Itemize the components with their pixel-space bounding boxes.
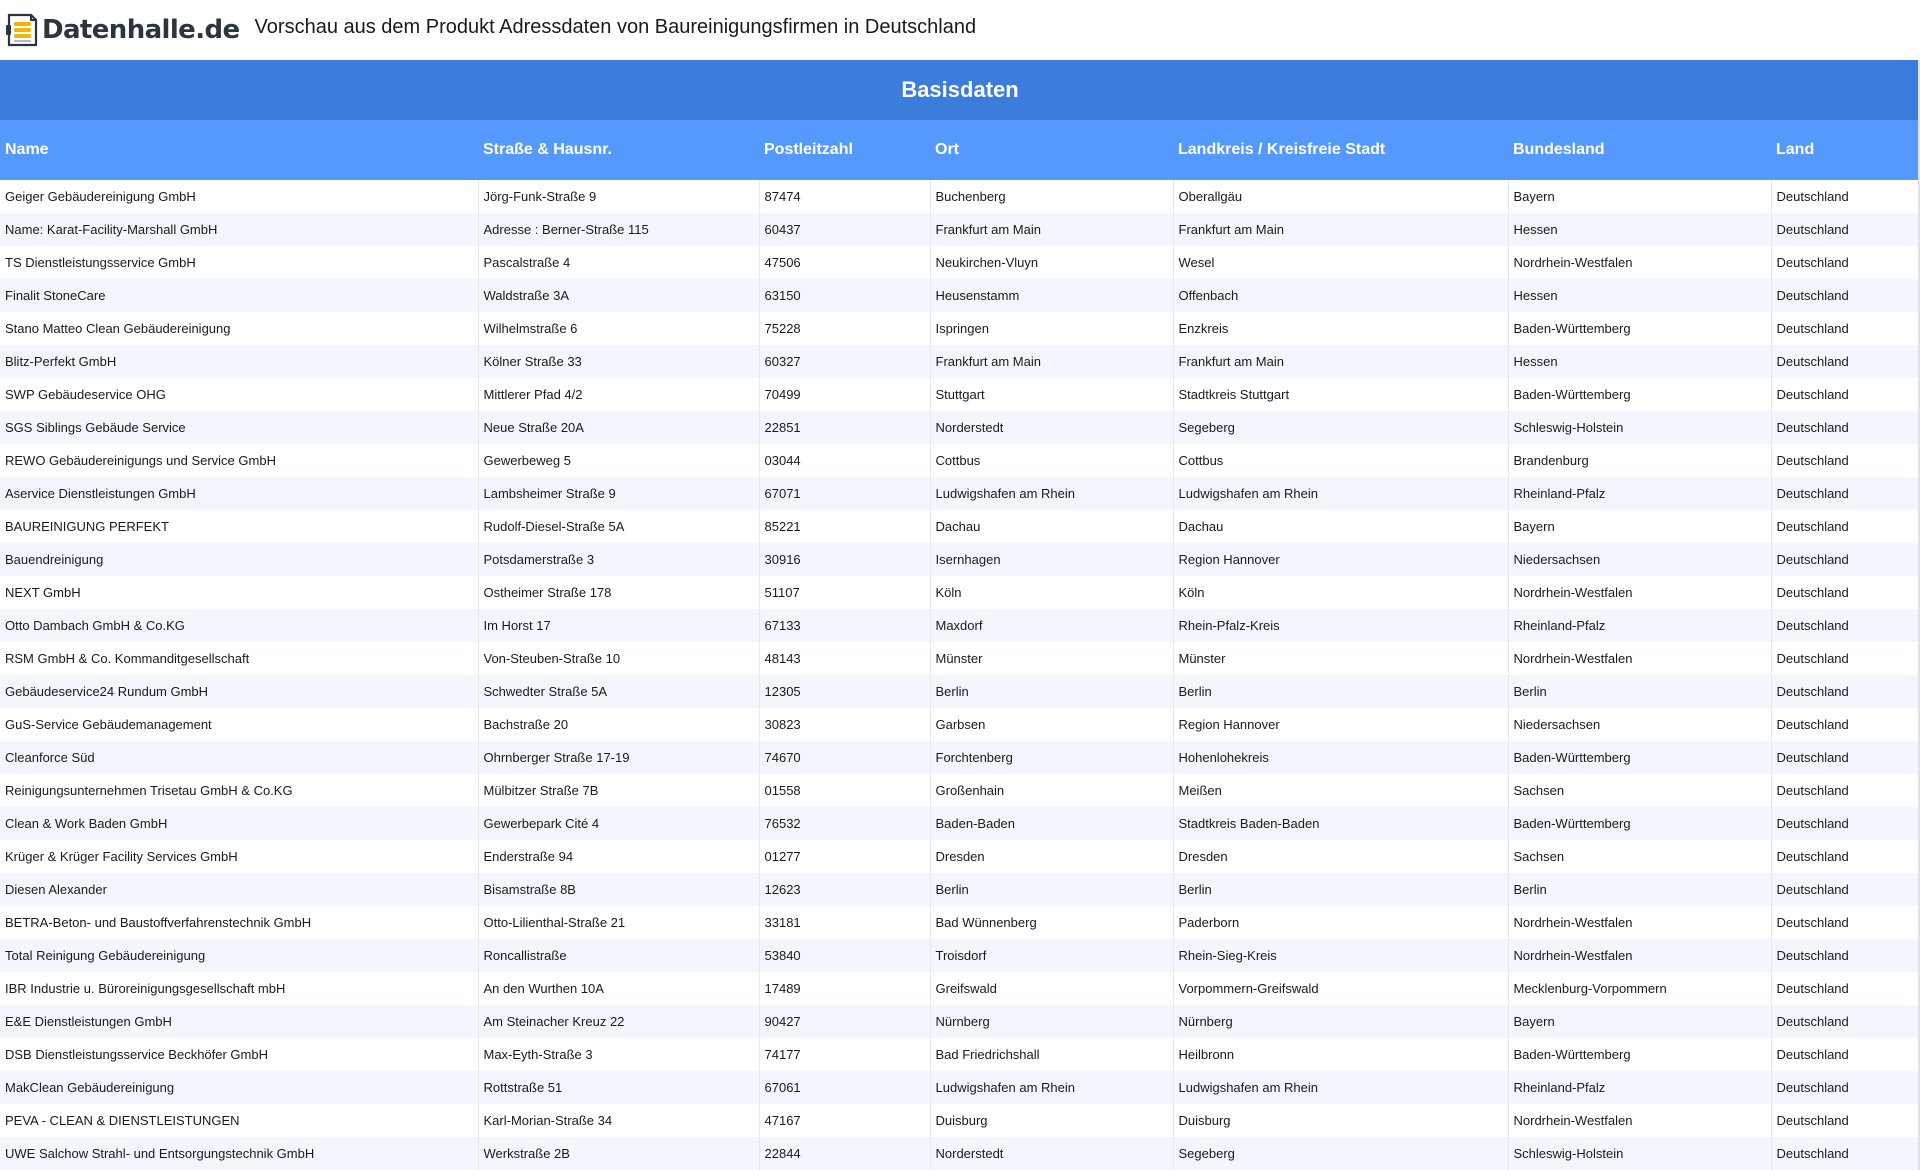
- table-row[interactable]: [0, 444, 1920, 477]
- cell-state: Bayern: [1508, 1005, 1771, 1038]
- cell-name: TS Dienstleistungsservice GmbH: [0, 246, 478, 279]
- cell-state: Baden-Württemberg: [1508, 1038, 1771, 1071]
- cell-district: Heilbronn: [1173, 1038, 1508, 1071]
- cell-postal-code: 85221: [759, 510, 930, 543]
- cell-postal-code: 03044: [759, 444, 930, 477]
- cell-street: Rudolf-Diesel-Straße 5A: [478, 510, 759, 543]
- cell-postal-code: 22851: [759, 411, 930, 444]
- cell-street: Im Horst 17: [478, 609, 759, 642]
- cell-postal-code: 01277: [759, 840, 930, 873]
- table-row[interactable]: [0, 345, 1920, 378]
- cell-street: Wilhelmstraße 6: [478, 312, 759, 345]
- cell-state: Rheinland-Pfalz: [1508, 609, 1771, 642]
- cell-district: Hohenlohekreis: [1173, 741, 1508, 774]
- table-row[interactable]: [0, 213, 1920, 246]
- cell-name: BAUREINIGUNG PERFEKT: [0, 510, 478, 543]
- cell-district: Berlin: [1173, 873, 1508, 906]
- cell-city: Bad Friedrichshall: [930, 1038, 1173, 1071]
- cell-country: Deutschland: [1771, 477, 1920, 510]
- cell-street: Schwedter Straße 5A: [478, 675, 759, 708]
- cell-district: Offenbach: [1173, 279, 1508, 312]
- cell-street: Rottstraße 51: [478, 1071, 759, 1104]
- table-row[interactable]: [0, 378, 1920, 411]
- cell-postal-code: 53840: [759, 939, 930, 972]
- cell-state: Rheinland-Pfalz: [1508, 1071, 1771, 1104]
- cell-country: Deutschland: [1771, 906, 1920, 939]
- cell-city: Bad Wünnenberg: [930, 906, 1173, 939]
- cell-district: Oberallgäu: [1173, 180, 1508, 213]
- cell-street: Pascalstraße 4: [478, 246, 759, 279]
- cell-district: Meißen: [1173, 774, 1508, 807]
- cell-country: Deutschland: [1771, 873, 1920, 906]
- cell-postal-code: 63150: [759, 279, 930, 312]
- column-header-row: [0, 120, 1920, 180]
- cell-street: Otto-Lilienthal-Straße 21: [478, 906, 759, 939]
- cell-state: Sachsen: [1508, 774, 1771, 807]
- cell-state: Berlin: [1508, 873, 1771, 906]
- cell-street: Enderstraße 94: [478, 840, 759, 873]
- table-row[interactable]: [0, 972, 1920, 1005]
- cell-country: Deutschland: [1771, 510, 1920, 543]
- table-row[interactable]: [0, 906, 1920, 939]
- cell-name: Diesen Alexander: [0, 873, 478, 906]
- cell-country: Deutschland: [1771, 1137, 1920, 1170]
- cell-name: DSB Dienstleistungsservice Beckhöfer GmbH: [0, 1038, 478, 1071]
- cell-name: E&E Dienstleistungen GmbH: [0, 1005, 478, 1038]
- table-row[interactable]: [0, 1005, 1920, 1038]
- data-table-container: [0, 60, 1920, 1170]
- cell-city: Troisdorf: [930, 939, 1173, 972]
- table-body: [0, 180, 1920, 1170]
- cell-name: PEVA - CLEAN & DIENSTLEISTUNGEN: [0, 1104, 478, 1137]
- cell-postal-code: 30823: [759, 708, 930, 741]
- column-header-city[interactable]: Ort: [930, 120, 1173, 180]
- table-row[interactable]: [0, 609, 1920, 642]
- cell-street: Bachstraße 20: [478, 708, 759, 741]
- table-row[interactable]: [0, 279, 1920, 312]
- cell-postal-code: 76532: [759, 807, 930, 840]
- cell-state: Nordrhein-Westfalen: [1508, 1104, 1771, 1137]
- table-row[interactable]: [0, 741, 1920, 774]
- cell-state: Nordrhein-Westfalen: [1508, 642, 1771, 675]
- cell-country: Deutschland: [1771, 411, 1920, 444]
- cell-district: Stadtkreis Baden-Baden: [1173, 807, 1508, 840]
- cell-postal-code: 60437: [759, 213, 930, 246]
- cell-city: Frankfurt am Main: [930, 345, 1173, 378]
- cell-city: Norderstedt: [930, 411, 1173, 444]
- cell-state: Schleswig-Holstein: [1508, 411, 1771, 444]
- table-row[interactable]: [0, 543, 1920, 576]
- table-row[interactable]: [0, 807, 1920, 840]
- cell-state: Bayern: [1508, 180, 1771, 213]
- cell-city: Köln: [930, 576, 1173, 609]
- column-header-postal-code[interactable]: Postleitzahl: [759, 120, 930, 180]
- cell-name: Bauendreinigung: [0, 543, 478, 576]
- table-row[interactable]: [0, 675, 1920, 708]
- cell-country: Deutschland: [1771, 213, 1920, 246]
- cell-city: Norderstedt: [930, 1137, 1173, 1170]
- cell-country: Deutschland: [1771, 675, 1920, 708]
- cell-name: RSM GmbH & Co. Kommanditgesellschaft: [0, 642, 478, 675]
- cell-state: Baden-Württemberg: [1508, 807, 1771, 840]
- data-table: [0, 60, 1920, 1170]
- cell-name: Name: Karat-Facility-Marshall GmbH: [0, 213, 478, 246]
- table-row[interactable]: [0, 312, 1920, 345]
- cell-name: IBR Industrie u. Büroreinigungsgesellschaft mbH: [0, 972, 478, 1005]
- cell-name: Blitz-Perfekt GmbH: [0, 345, 478, 378]
- top-bar: [0, 0, 1920, 60]
- cell-name: Clean & Work Baden GmbH: [0, 807, 478, 840]
- page-title: Vorschau aus dem Produkt Adressdaten von Baureinigungsfirmen in Deutschland: [254, 16, 977, 38]
- cell-street: Gewerbeweg 5: [478, 444, 759, 477]
- cell-postal-code: 12305: [759, 675, 930, 708]
- cell-city: Frankfurt am Main: [930, 213, 1173, 246]
- cell-state: Hessen: [1508, 213, 1771, 246]
- cell-country: Deutschland: [1771, 378, 1920, 411]
- cell-city: Isernhagen: [930, 543, 1173, 576]
- cell-district: Region Hannover: [1173, 543, 1508, 576]
- cell-postal-code: 74177: [759, 1038, 930, 1071]
- group-header-basisdaten: Basisdaten: [0, 60, 1920, 120]
- cell-district: Segeberg: [1173, 1137, 1508, 1170]
- cell-postal-code: 30916: [759, 543, 930, 576]
- cell-postal-code: 47167: [759, 1104, 930, 1137]
- table-row[interactable]: [0, 246, 1920, 279]
- cell-country: Deutschland: [1771, 1038, 1920, 1071]
- cell-state: Baden-Württemberg: [1508, 378, 1771, 411]
- column-header-state[interactable]: Bundesland: [1508, 120, 1771, 180]
- cell-district: Paderborn: [1173, 906, 1508, 939]
- cell-postal-code: 67071: [759, 477, 930, 510]
- cell-district: Köln: [1173, 576, 1508, 609]
- cell-district: Cottbus: [1173, 444, 1508, 477]
- cell-district: Stadtkreis Stuttgart: [1173, 378, 1508, 411]
- cell-name: Gebäudeservice24 Rundum GmbH: [0, 675, 478, 708]
- cell-district: Münster: [1173, 642, 1508, 675]
- cell-name: Geiger Gebäudereinigung GmbH: [0, 180, 478, 213]
- cell-city: Forchtenberg: [930, 741, 1173, 774]
- cell-city: Ispringen: [930, 312, 1173, 345]
- cell-street: Neue Straße 20A: [478, 411, 759, 444]
- cell-country: Deutschland: [1771, 345, 1920, 378]
- cell-state: Niedersachsen: [1508, 543, 1771, 576]
- table-row[interactable]: [0, 708, 1920, 741]
- table-row[interactable]: [0, 1038, 1920, 1071]
- cell-street: Kölner Straße 33: [478, 345, 759, 378]
- cell-street: Waldstraße 3A: [478, 279, 759, 312]
- cell-city: Buchenberg: [930, 180, 1173, 213]
- cell-postal-code: 67061: [759, 1071, 930, 1104]
- cell-street: Mülbitzer Straße 7B: [478, 774, 759, 807]
- table-row[interactable]: [0, 1137, 1920, 1170]
- cell-city: Heusenstamm: [930, 279, 1173, 312]
- cell-street: Karl-Morian-Straße 34: [478, 1104, 759, 1137]
- cell-state: Bayern: [1508, 510, 1771, 543]
- cell-city: Großenhain: [930, 774, 1173, 807]
- cell-country: Deutschland: [1771, 1104, 1920, 1137]
- cell-country: Deutschland: [1771, 180, 1920, 213]
- cell-district: Vorpommern-Greifswald: [1173, 972, 1508, 1005]
- cell-state: Hessen: [1508, 279, 1771, 312]
- table-row[interactable]: [0, 510, 1920, 543]
- column-header-street[interactable]: Straße & Hausnr.: [478, 120, 759, 180]
- cell-postal-code: 17489: [759, 972, 930, 1005]
- cell-district: Rhein-Sieg-Kreis: [1173, 939, 1508, 972]
- table-row[interactable]: [0, 1104, 1920, 1137]
- cell-postal-code: 75228: [759, 312, 930, 345]
- cell-district: Frankfurt am Main: [1173, 213, 1508, 246]
- cell-state: Nordrhein-Westfalen: [1508, 939, 1771, 972]
- cell-street: Max-Eyth-Straße 3: [478, 1038, 759, 1071]
- cell-postal-code: 70499: [759, 378, 930, 411]
- column-header-country[interactable]: Land: [1771, 120, 1920, 180]
- table-row[interactable]: [0, 477, 1920, 510]
- cell-street: Roncallistraße: [478, 939, 759, 972]
- cell-name: Aservice Dienstleistungen GmbH: [0, 477, 478, 510]
- cell-city: Garbsen: [930, 708, 1173, 741]
- cell-street: Jörg-Funk-Straße 9: [478, 180, 759, 213]
- cell-name: UWE Salchow Strahl- und Entsorgungstechnik GmbH: [0, 1137, 478, 1170]
- cell-state: Brandenburg: [1508, 444, 1771, 477]
- cell-district: Dresden: [1173, 840, 1508, 873]
- table-row[interactable]: [0, 873, 1920, 906]
- cell-postal-code: 60327: [759, 345, 930, 378]
- cell-street: Werkstraße 2B: [478, 1137, 759, 1170]
- cell-city: Stuttgart: [930, 378, 1173, 411]
- cell-street: Lambsheimer Straße 9: [478, 477, 759, 510]
- cell-district: Ludwigshafen am Rhein: [1173, 1071, 1508, 1104]
- cell-city: Berlin: [930, 675, 1173, 708]
- cell-city: Duisburg: [930, 1104, 1173, 1137]
- cell-city: Nürnberg: [930, 1005, 1173, 1038]
- cell-state: Sachsen: [1508, 840, 1771, 873]
- cell-name: Cleanforce Süd: [0, 741, 478, 774]
- cell-postal-code: 51107: [759, 576, 930, 609]
- cell-city: Baden-Baden: [930, 807, 1173, 840]
- cell-state: Rheinland-Pfalz: [1508, 477, 1771, 510]
- cell-street: Ostheimer Straße 178: [478, 576, 759, 609]
- cell-postal-code: 90427: [759, 1005, 930, 1038]
- cell-street: Am Steinacher Kreuz 22: [478, 1005, 759, 1038]
- cell-city: Münster: [930, 642, 1173, 675]
- cell-state: Nordrhein-Westfalen: [1508, 576, 1771, 609]
- cell-name: Krüger & Krüger Facility Services GmbH: [0, 840, 478, 873]
- cell-state: Schleswig-Holstein: [1508, 1137, 1771, 1170]
- cell-country: Deutschland: [1771, 939, 1920, 972]
- cell-street: Von-Steuben-Straße 10: [478, 642, 759, 675]
- cell-postal-code: 12623: [759, 873, 930, 906]
- cell-street: Potsdamerstraße 3: [478, 543, 759, 576]
- table-row[interactable]: [0, 411, 1920, 444]
- cell-name: Total Reinigung Gebäudereinigung: [0, 939, 478, 972]
- cell-city: Dachau: [930, 510, 1173, 543]
- cell-postal-code: 47506: [759, 246, 930, 279]
- table-row[interactable]: [0, 576, 1920, 609]
- cell-name: Finalit StoneCare: [0, 279, 478, 312]
- cell-postal-code: 48143: [759, 642, 930, 675]
- logo-text: Datenhalle.de: [42, 15, 240, 45]
- cell-state: Berlin: [1508, 675, 1771, 708]
- cell-district: Ludwigshafen am Rhein: [1173, 477, 1508, 510]
- cell-city: Maxdorf: [930, 609, 1173, 642]
- cell-postal-code: 22844: [759, 1137, 930, 1170]
- cell-country: Deutschland: [1771, 774, 1920, 807]
- cell-district: Nürnberg: [1173, 1005, 1508, 1038]
- cell-district: Enzkreis: [1173, 312, 1508, 345]
- column-header-district[interactable]: Landkreis / Kreisfreie Stadt: [1173, 120, 1508, 180]
- cell-name: SGS Siblings Gebäude Service: [0, 411, 478, 444]
- cell-street: Gewerbepark Cité 4: [478, 807, 759, 840]
- cell-street: Mittlerer Pfad 4/2: [478, 378, 759, 411]
- cell-district: Duisburg: [1173, 1104, 1508, 1137]
- cell-state: Nordrhein-Westfalen: [1508, 246, 1771, 279]
- cell-state: Nordrhein-Westfalen: [1508, 906, 1771, 939]
- cell-country: Deutschland: [1771, 642, 1920, 675]
- table-row[interactable]: [0, 180, 1920, 213]
- table-row[interactable]: [0, 774, 1920, 807]
- cell-postal-code: 01558: [759, 774, 930, 807]
- cell-district: Wesel: [1173, 246, 1508, 279]
- cell-country: Deutschland: [1771, 246, 1920, 279]
- cell-country: Deutschland: [1771, 741, 1920, 774]
- cell-district: Rhein-Pfalz-Kreis: [1173, 609, 1508, 642]
- cell-city: Neukirchen-Vluyn: [930, 246, 1173, 279]
- cell-street: An den Wurthen 10A: [478, 972, 759, 1005]
- cell-district: Berlin: [1173, 675, 1508, 708]
- table-row[interactable]: [0, 1071, 1920, 1104]
- cell-district: Frankfurt am Main: [1173, 345, 1508, 378]
- cell-name: NEXT GmbH: [0, 576, 478, 609]
- cell-postal-code: 67133: [759, 609, 930, 642]
- cell-postal-code: 74670: [759, 741, 930, 774]
- cell-country: Deutschland: [1771, 708, 1920, 741]
- cell-state: Baden-Württemberg: [1508, 741, 1771, 774]
- cell-name: GuS-Service Gebäudemanagement: [0, 708, 478, 741]
- cell-country: Deutschland: [1771, 840, 1920, 873]
- cell-city: Berlin: [930, 873, 1173, 906]
- cell-name: REWO Gebäudereinigungs und Service GmbH: [0, 444, 478, 477]
- cell-street: Bisamstraße 8B: [478, 873, 759, 906]
- cell-state: Mecklenburg-Vorpommern: [1508, 972, 1771, 1005]
- cell-name: Otto Dambach GmbH & Co.KG: [0, 609, 478, 642]
- cell-city: Ludwigshafen am Rhein: [930, 477, 1173, 510]
- cell-name: Reinigungsunternehmen Trisetau GmbH & Co.KG: [0, 774, 478, 807]
- cell-name: BETRA-Beton- und Baustoffverfahrenstechnik GmbH: [0, 906, 478, 939]
- cell-name: SWP Gebäudeservice OHG: [0, 378, 478, 411]
- cell-street: Adresse : Berner-Straße 115: [478, 213, 759, 246]
- cell-district: Segeberg: [1173, 411, 1508, 444]
- logo[interactable]: [5, 0, 240, 60]
- database-logo-icon: [5, 12, 39, 48]
- cell-country: Deutschland: [1771, 1005, 1920, 1038]
- table-row[interactable]: [0, 840, 1920, 873]
- cell-country: Deutschland: [1771, 807, 1920, 840]
- cell-state: Hessen: [1508, 345, 1771, 378]
- cell-district: Region Hannover: [1173, 708, 1508, 741]
- cell-district: Dachau: [1173, 510, 1508, 543]
- cell-city: Dresden: [930, 840, 1173, 873]
- cell-country: Deutschland: [1771, 543, 1920, 576]
- cell-country: Deutschland: [1771, 609, 1920, 642]
- cell-state: Baden-Württemberg: [1508, 312, 1771, 345]
- cell-name: MakClean Gebäudereinigung: [0, 1071, 478, 1104]
- cell-country: Deutschland: [1771, 312, 1920, 345]
- cell-state: Niedersachsen: [1508, 708, 1771, 741]
- cell-country: Deutschland: [1771, 1071, 1920, 1104]
- cell-city: Ludwigshafen am Rhein: [930, 1071, 1173, 1104]
- cell-city: Greifswald: [930, 972, 1173, 1005]
- cell-name: Stano Matteo Clean Gebäudereinigung: [0, 312, 478, 345]
- cell-country: Deutschland: [1771, 279, 1920, 312]
- cell-postal-code: 87474: [759, 180, 930, 213]
- cell-street: Ohrnberger Straße 17-19: [478, 741, 759, 774]
- cell-country: Deutschland: [1771, 444, 1920, 477]
- cell-country: Deutschland: [1771, 576, 1920, 609]
- table-row[interactable]: [0, 939, 1920, 972]
- cell-country: Deutschland: [1771, 972, 1920, 1005]
- column-header-name[interactable]: Name: [0, 120, 478, 180]
- table-row[interactable]: [0, 642, 1920, 675]
- cell-postal-code: 33181: [759, 906, 930, 939]
- cell-city: Cottbus: [930, 444, 1173, 477]
